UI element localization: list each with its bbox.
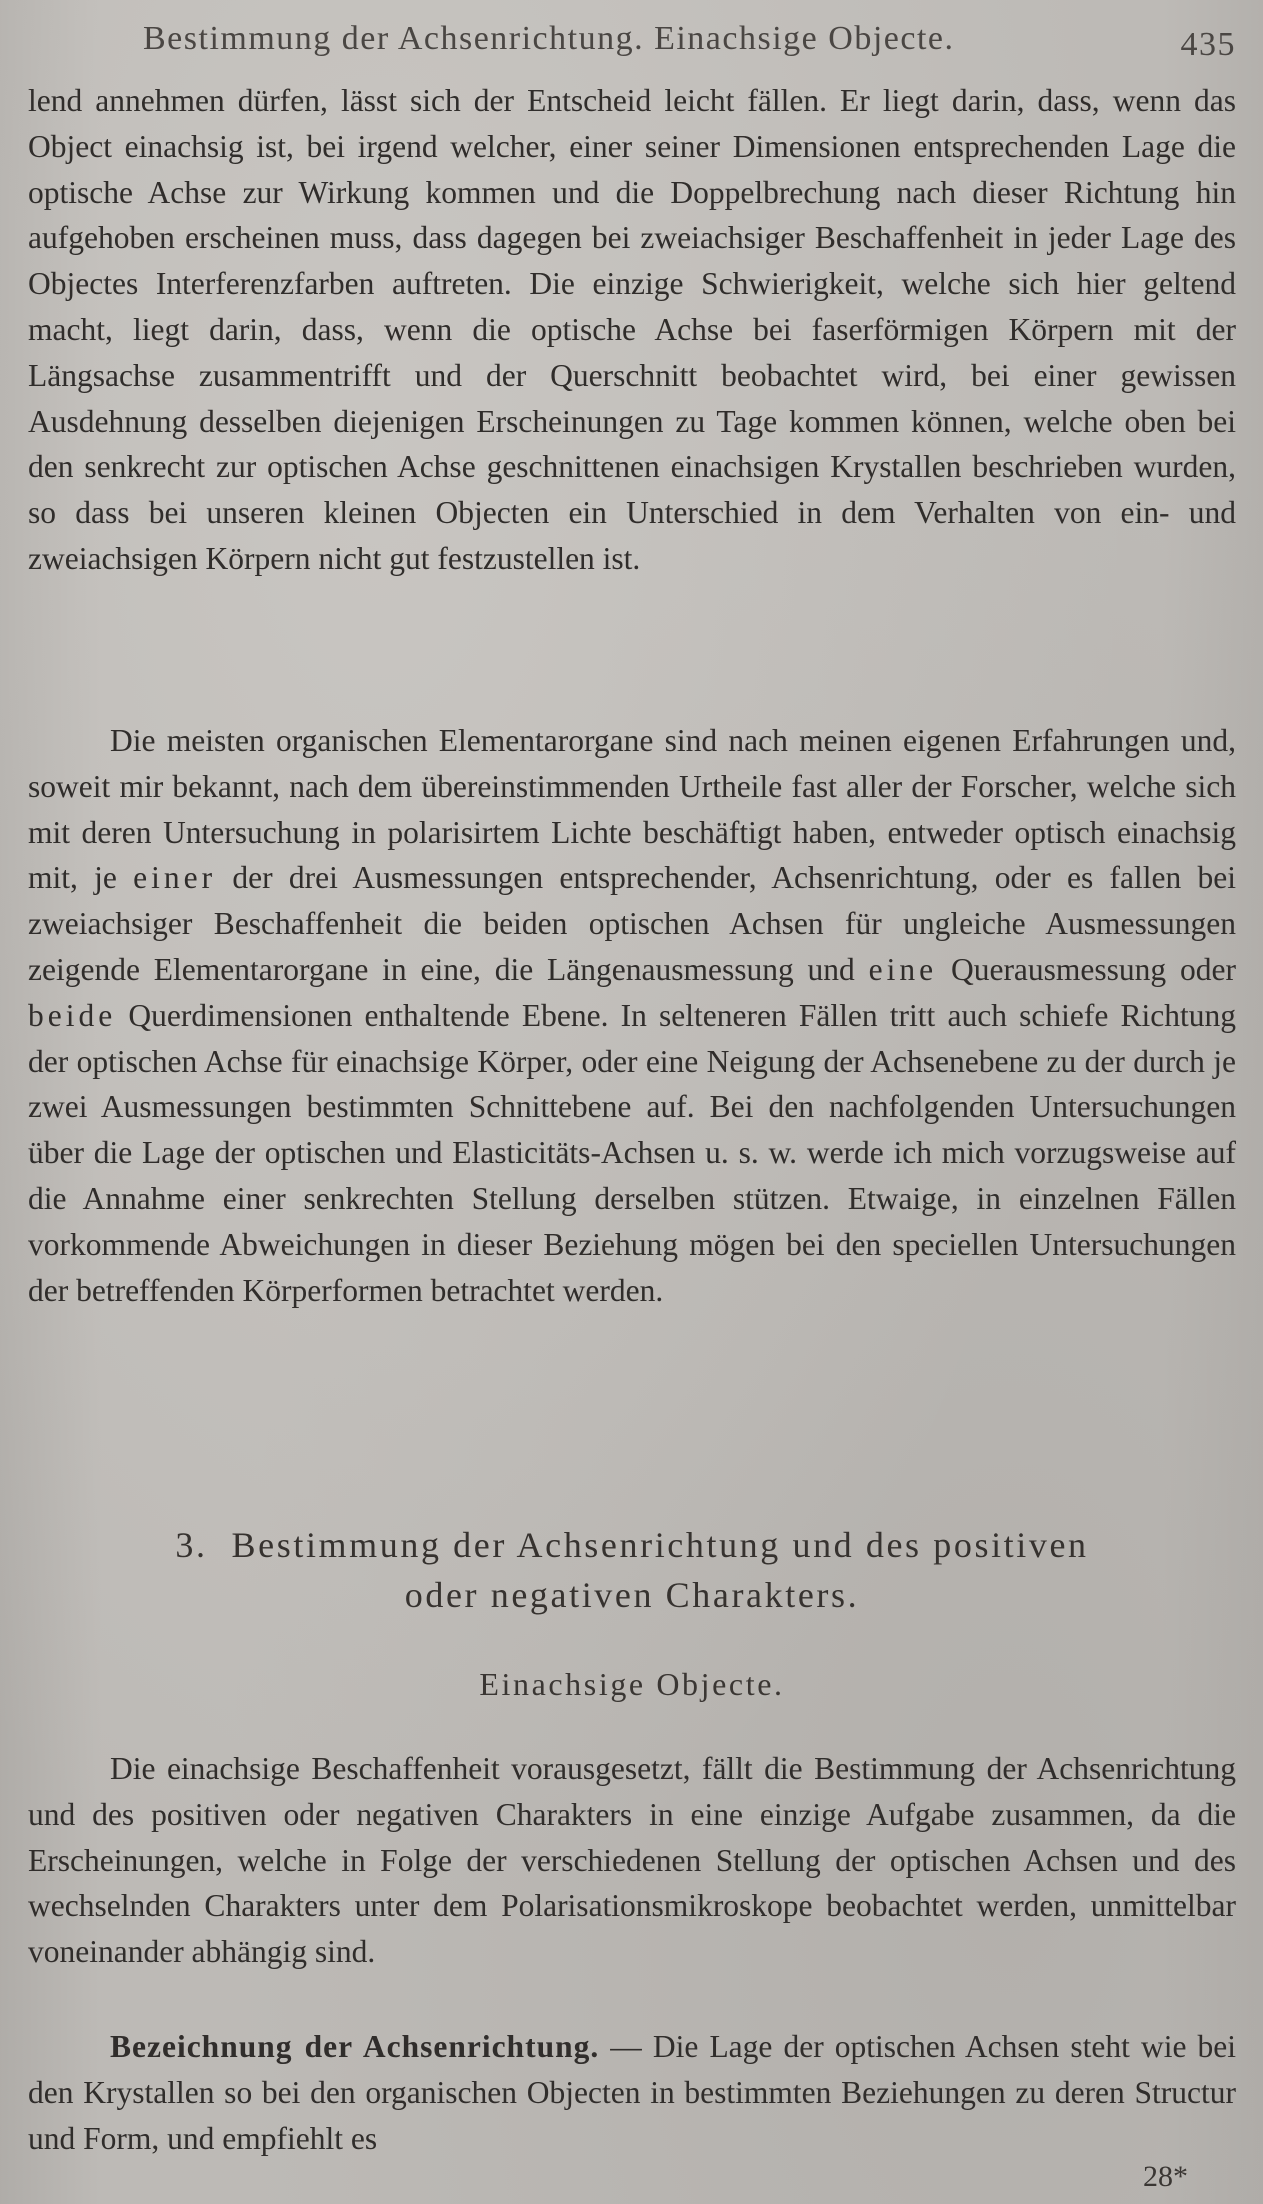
paragraph-einachsige xyxy=(28,1746,1236,1975)
paragraph-text: Die einachsige Beschaffenheit vorausgesetzt, fällt die Bestimmung der Achsenrichtung und des positiven oder negativen Charakters in eine einzige Aufgabe zusammen, da die Erscheinungen, welche in Folge der verschiedenen Stellung der optischen Achsen und des wechselnden Charakters unter dem Polarisationsmikroskope beobachtet werden, unmittelbar voneinander abhängig sind. xyxy=(28,1751,1236,1970)
section-heading xyxy=(28,1520,1236,1620)
paragraph-elementarorgane xyxy=(28,718,1236,1313)
printer-signature-mark: 28* xyxy=(1143,2160,1188,2193)
paragraph-text: lend annehmen dürfen, lässt sich der Entscheid leicht fällen. Er liegt darin, dass, wenn das Object einachsig ist, bei irgend welcher, einer seiner Dimensionen entsprechenden Lage die optische Achse zur Wirkung kommen und die Doppelbrechung nach dieser Richtung hin aufgehoben erscheinen muss, dass dagegen bei zweiachsiger Beschaffenheit in jeder Lage des Objectes Interferenzfarben auftreten. Die einzige Schwierigkeit, welche sich hier geltend macht, liegt darin, dass, wenn die optische Achse bei faserförmigen Körpern mit der Längsachse zusammentrifft und der Querschnitt beobachtet wird, bei einer gewissen Ausdehnung desselben diejenigen Erscheinungen zu Tage kommen können, welche oben bei den senkrecht zur optischen Achse geschnittenen einachsigen Krystallen beschrieben wurden, so dass bei unseren kleinen Objecten ein Unterschied in dem Verhalten von ein- und zweiachsigen Körpern nicht gut festzustellen ist. xyxy=(28,83,1236,576)
section-title-line2: oder negativen Charakters. xyxy=(404,1575,860,1615)
text-run: Die meisten organischen Elementarorgane sind nach meinen eigenen Erfahrungen und, soweit mir bekannt, nach dem übereinstimmenden Urtheile fast aller der Forscher, welche sich mit deren Untersuchung in polarisirtem Lichte beschäftigt haben, entweder optisch einachsig mit, je xyxy=(28,723,1236,896)
paragraph-text xyxy=(28,718,1236,1313)
running-head-title: Bestimmung der Achsenrichtung. Einachsige Objecte. xyxy=(143,20,955,57)
section-heading-line1 xyxy=(28,1520,1236,1570)
page-number: 435 xyxy=(1180,26,1236,63)
section-number: 3. xyxy=(175,1525,208,1565)
paragraph-lead-heading: Bezeichnung der Achsenrichtung. xyxy=(110,2029,600,2064)
section-title-line1: Bestimmung der Achsenrichtung und des positiven xyxy=(231,1525,1089,1565)
paragraph-bezeichnung xyxy=(28,2024,1236,2161)
subheading: Einachsige Objecte. xyxy=(479,1666,785,1702)
emphasis-einer: einer xyxy=(133,860,217,896)
book-page xyxy=(28,18,1236,2193)
text-run: Querdimensionen enthaltende Ebene. In selteneren Fällen tritt auch schiefe Richtung der optischen Achse für einachsige Körper, oder eine Neigung der Achsenebene zu der durch je zwei Ausmessungen bestimmten Schnittebene auf. Bei den nachfolgenden Untersuchungen über die Lage der optischen und Elasticitäts-Achsen u. s. w. werde ich mich vorzugsweise auf die Annahme einer senkrechten Stellung derselben stützen. Etwaige, in einzelnen Fällen vorkommende Abweichungen in dieser Beziehung mögen bei den speciellen Untersuchungen der betreffenden Körperformen betrachtet werden. xyxy=(28,997,1236,1308)
paragraph-text xyxy=(28,2024,1236,2161)
running-head xyxy=(28,18,1236,70)
paragraph-continued xyxy=(28,78,1236,582)
text-run: der drei Ausmessungen entsprechender, Achsenrichtung, oder es fallen bei zweiachsiger Beschaffenheit die beiden optischen Achsen für ungleiche Ausmessungen zeigende Elementarorgane in eine, die Längenausmessung und xyxy=(28,860,1236,987)
text-run: Querausmessung oder xyxy=(937,951,1236,987)
emphasis-beide: beide xyxy=(28,997,117,1033)
emphasis-eine: eine xyxy=(868,951,938,987)
text-run: — Die Lage der optischen Achsen steht wie bei den Krystallen so bei den organischen Objecten in bestimmten Beziehungen zu deren Structur und Form, und empfiehlt es xyxy=(28,2029,1236,2156)
